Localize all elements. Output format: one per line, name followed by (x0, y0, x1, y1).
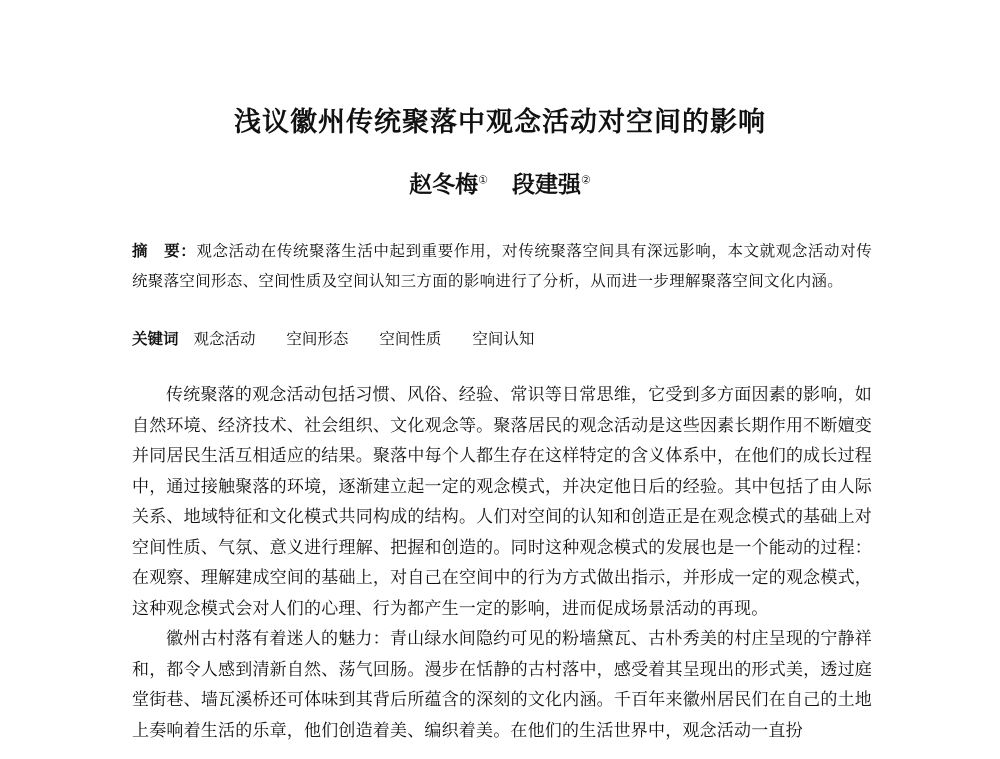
author-line (0, 166, 1000, 199)
keywords-label: 关键词 (132, 329, 179, 348)
body-paragraph: 传统聚落的观念活动包括习惯、风俗、经验、常识等日常思维，它受到多方面因素的影响，如自然环境、经济技术、社会组织、文化观念等。聚落居民的观念活动是这些因素长期作用不断嬗变并同居民生活互相适应的结果。聚落中每个人都生存在这样特定的含义体系中，在他们的成长过程中，通过接触聚落的环境，逐渐建立起一定的观念模式，并决定他日后的经验。其中包括了由人际关系、地域特征和文化模式共同构成的结构。人们对空间的认知和创造正是在观念模式的基础上对空间性质、气氛、意义进行理解、把握和创造的。同时这种观念模式的发展也是一个能动的过程：在观察、理解建成空间的基础上，对自己在空间中的行为方式做出指示，并形成一定的观念模式，这种观念模式会对人们的心理、行为都产生一定的影响，进而促成场景活动的再现。 (132, 385, 872, 619)
author-footnote-mark: ① (478, 173, 488, 187)
body-paragraph: 徽州古村落有着迷人的魅力：青山绿水间隐约可见的粉墙黛瓦、古朴秀美的村庄呈现的宁静祥和，都令人感到清新自然、荡气回肠。漫步在恬静的古村落中，感受着其呈现出的形式美，透过庭堂街巷、墙瓦溪桥还可体味到其背后所蕴含的深刻的文化内涵。千百年来徽州居民们在自己的土地上奏响着生活的乐章，他们创造着美、编织着美。在他们的生活世界中，观念活动一直扮 (132, 629, 872, 741)
keyword: 空间形态 (286, 330, 349, 348)
abstract-label: 摘 要： (132, 241, 197, 260)
keyword: 空间性质 (379, 330, 442, 348)
author-name: 赵冬梅 (409, 171, 479, 198)
body-text (132, 380, 872, 746)
keywords (132, 327, 872, 351)
abstract-text: 观念活动在传统聚落生活中起到重要作用，对传统聚落空间具有深远影响，本文就观念活动对传统聚落空间形态、空间性质及空间认知三方面的影响进行了分析，从而进一步理解聚落空间文化内涵。 (132, 242, 872, 290)
keyword: 空间认知 (472, 330, 535, 348)
author-footnote-mark: ② (581, 173, 591, 187)
paper-title: 浅议徽州传统聚落中观念活动对空间的影响 (234, 107, 766, 138)
author-name: 段建强 (512, 171, 581, 198)
abstract (132, 236, 872, 296)
keyword: 观念活动 (193, 330, 256, 348)
